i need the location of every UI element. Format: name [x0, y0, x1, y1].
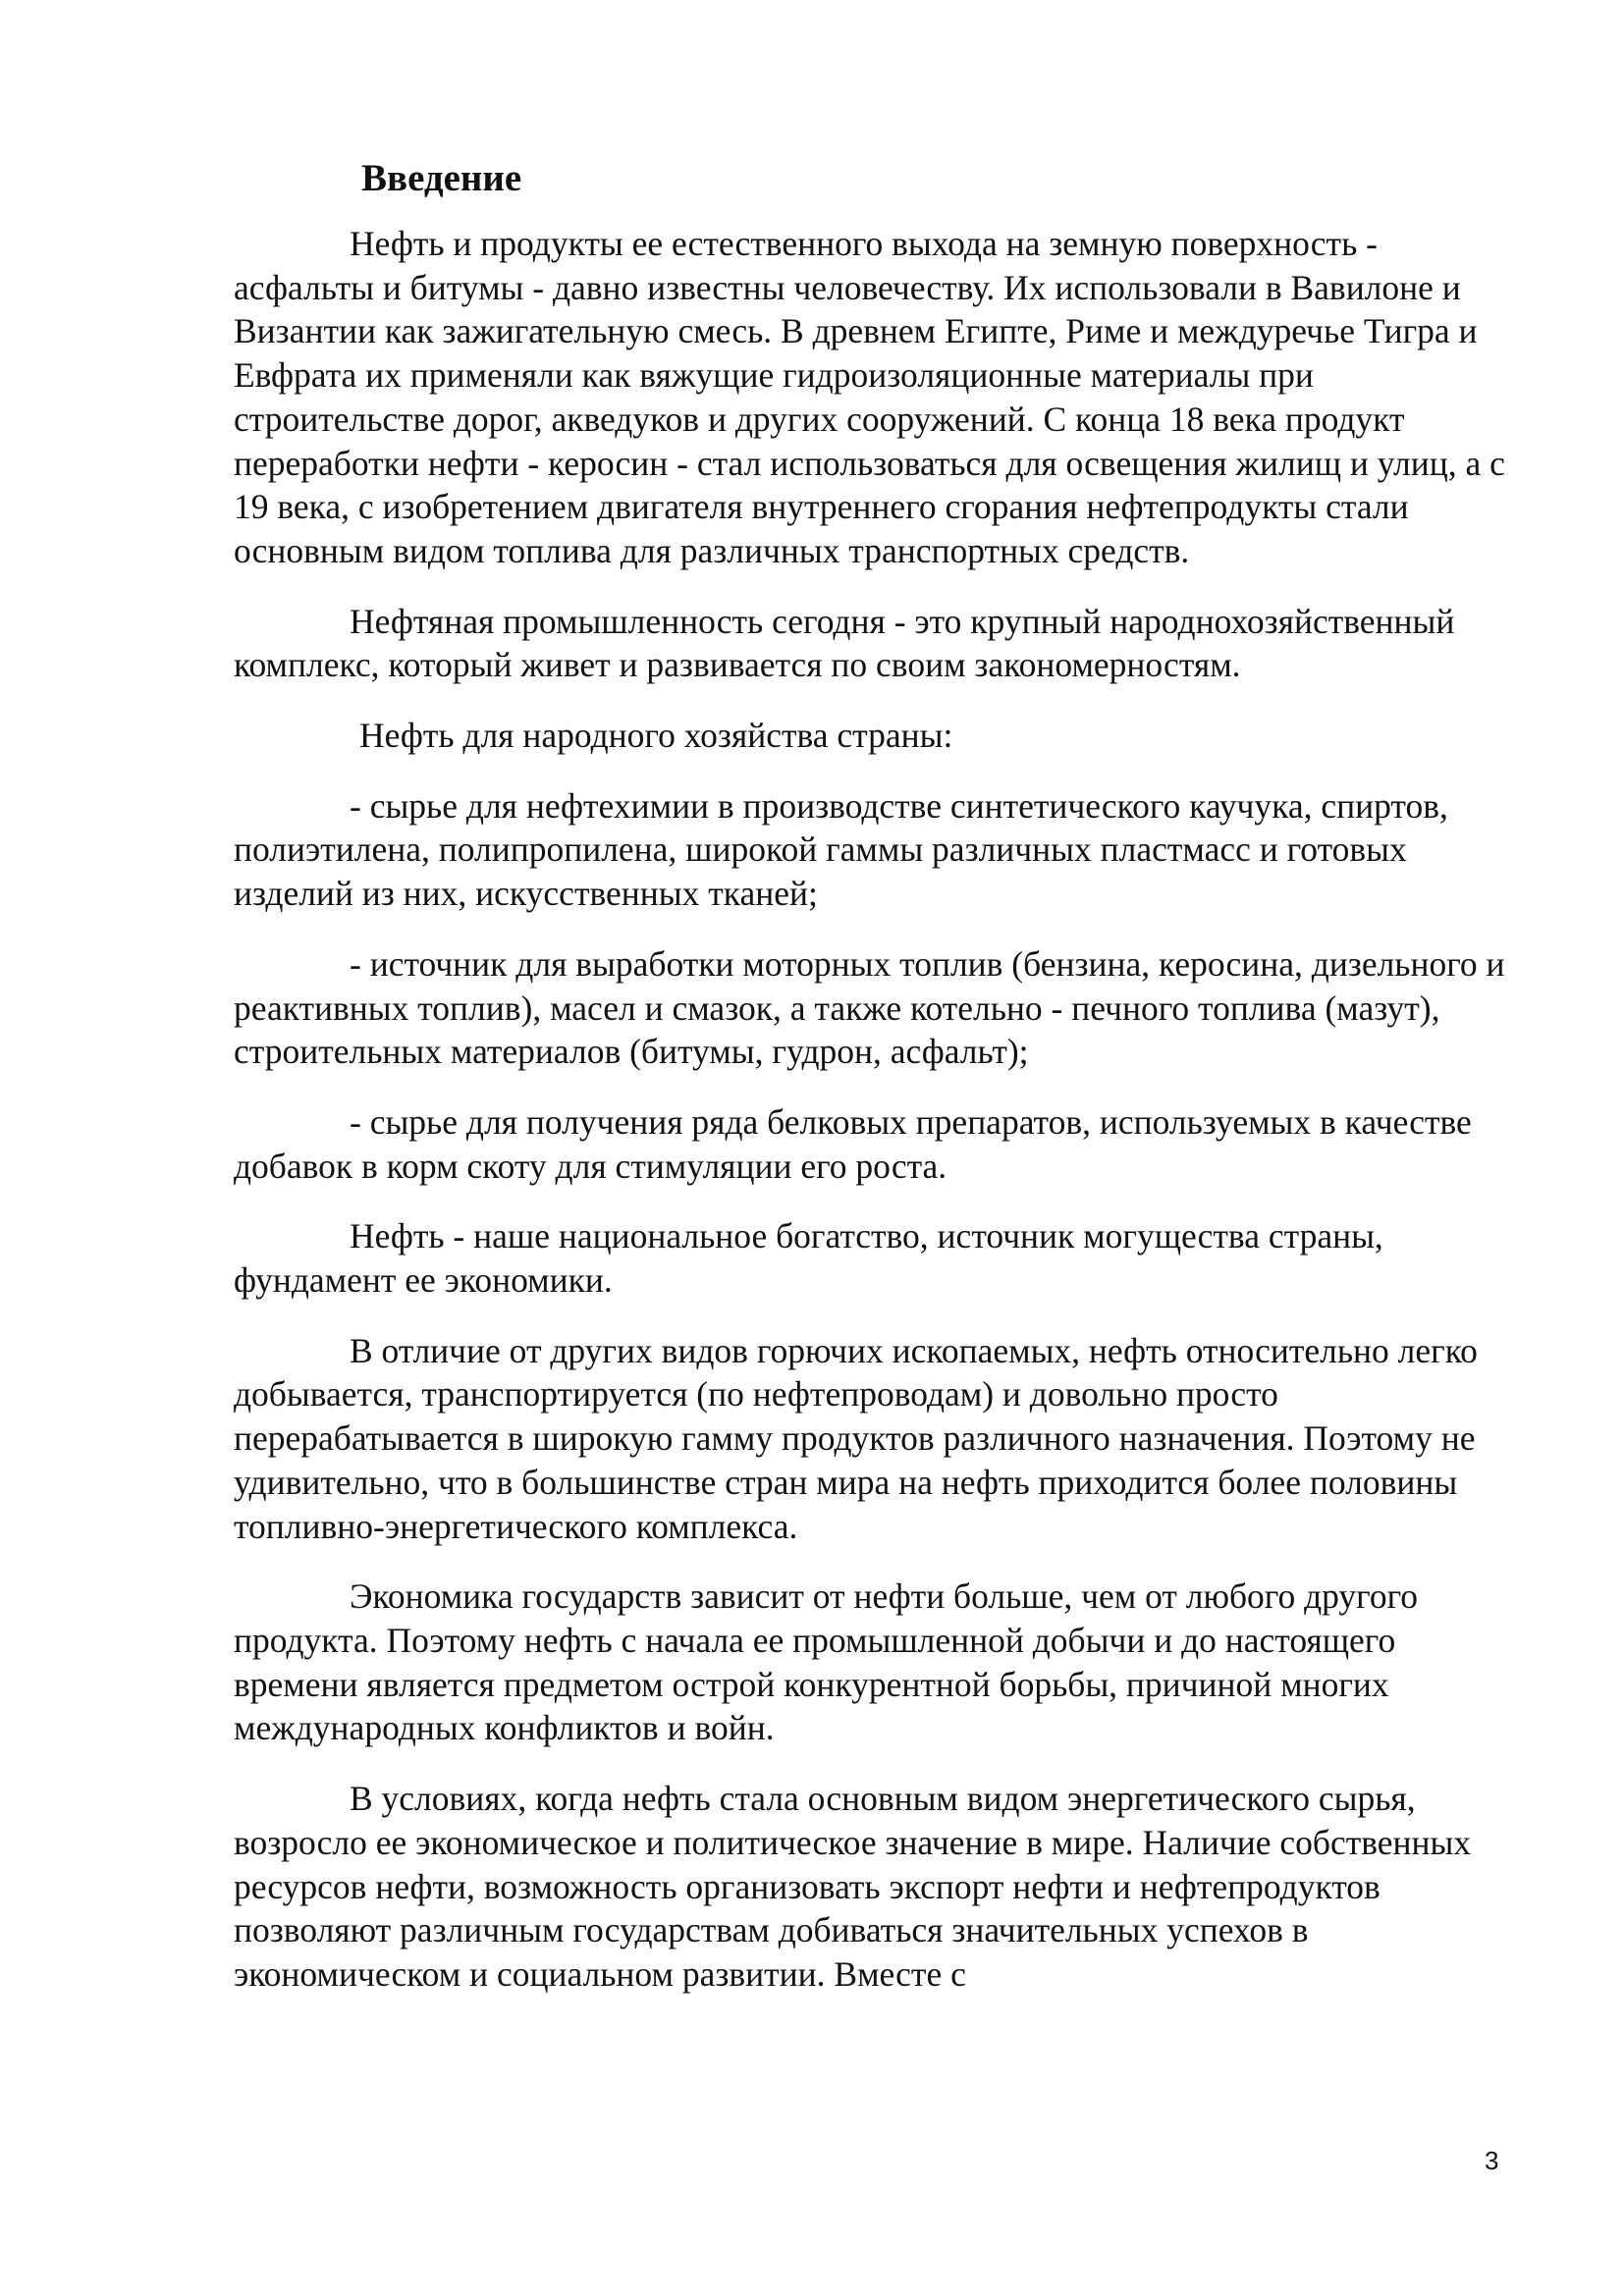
section-heading: Введение [361, 157, 522, 199]
paragraph-national-wealth: Нефть - наше национальное богатство, источник могущества страны, фундамент ее экономики. [234, 1216, 1383, 1301]
page-number: 3 [1485, 2146, 1499, 2175]
page-body [234, 155, 1522, 2023]
paragraph-economy: Экономика государств зависит от нефти больше, чем от любого другого продукта. Поэтому нефть с начала ее промышленной добычи и до настоящего времени является предметом острой конкурентной борьбы, причиной многих международных конфликтов и войн. [234, 1576, 1419, 1748]
list-item-proteins: - сырье для получения ряда белковых препаратов, используемых в качестве добавок в корм скоту для стимуляции его роста. [234, 1101, 1472, 1186]
paragraph-industry: Нефтяная промышленность сегодня - это крупный народнохозяйственный комплекс, который живет и развивается по своим закономерностям. [234, 601, 1455, 685]
list-item-fuels: - источник для выработки моторных топлив (бензина, керосина, дизельного и реактивных топлив), масел и смазок, а также котельно - печного топлива (мазут), строительных материалов (битумы, гудрон, асфальт); [234, 943, 1505, 1072]
paragraph-importance-intro: Нефть для народного хозяйства страны: [359, 716, 953, 756]
list-item-petrochemistry: - сырье для нефтехимии в производстве синтетического каучука, спиртов, полиэтилена, полипропилена, широкой гаммы различных пластмасс и готовых изделий из них, искусственных тканей; [234, 785, 1448, 914]
paragraph-advantages: В отличие от других видов горючих ископаемых, нефть относительно легко добывается, транспортируется (по нефтепроводам) и довольно просто перерабатывается в широкую гамму продуктов различного назначения. Поэтому не удивительно, что в большинстве стран мира на нефть приходится более половины топливно-энергетического комплекса. [234, 1330, 1478, 1546]
paragraph-resources: В условиях, когда нефть стала основным видом энергетического сырья, возросло ее экономическое и политическое значение в мире. Наличие собственных ресурсов нефти, возможность организовать экспорт нефти и нефтепродуктов позволяют различным государствам добиваться значительных успехов в экономическом и социальном развитии. Вместе с [234, 1779, 1472, 1994]
paragraph-history: Нефть и продукты ее естественного выхода на земную поверхность - асфальты и битумы - давно известны человечеству. Их использовали в Вавилоне и Византии как зажигательную смесь. В древнем Египте, Риме и междуречье Тигра и Евфрата их применяли как вяжущие гидроизоляционные материалы при строительстве дорог, акведуков и других сооружений. С конца 18 века продукт переработки нефти - керосин - стал использоваться для освещения жилищ и улиц, а с 19 века, с изобретением двигателя внутреннего сгорания нефтепродукты стали основным видом топлива для различных транспортных средств. [234, 224, 1505, 570]
